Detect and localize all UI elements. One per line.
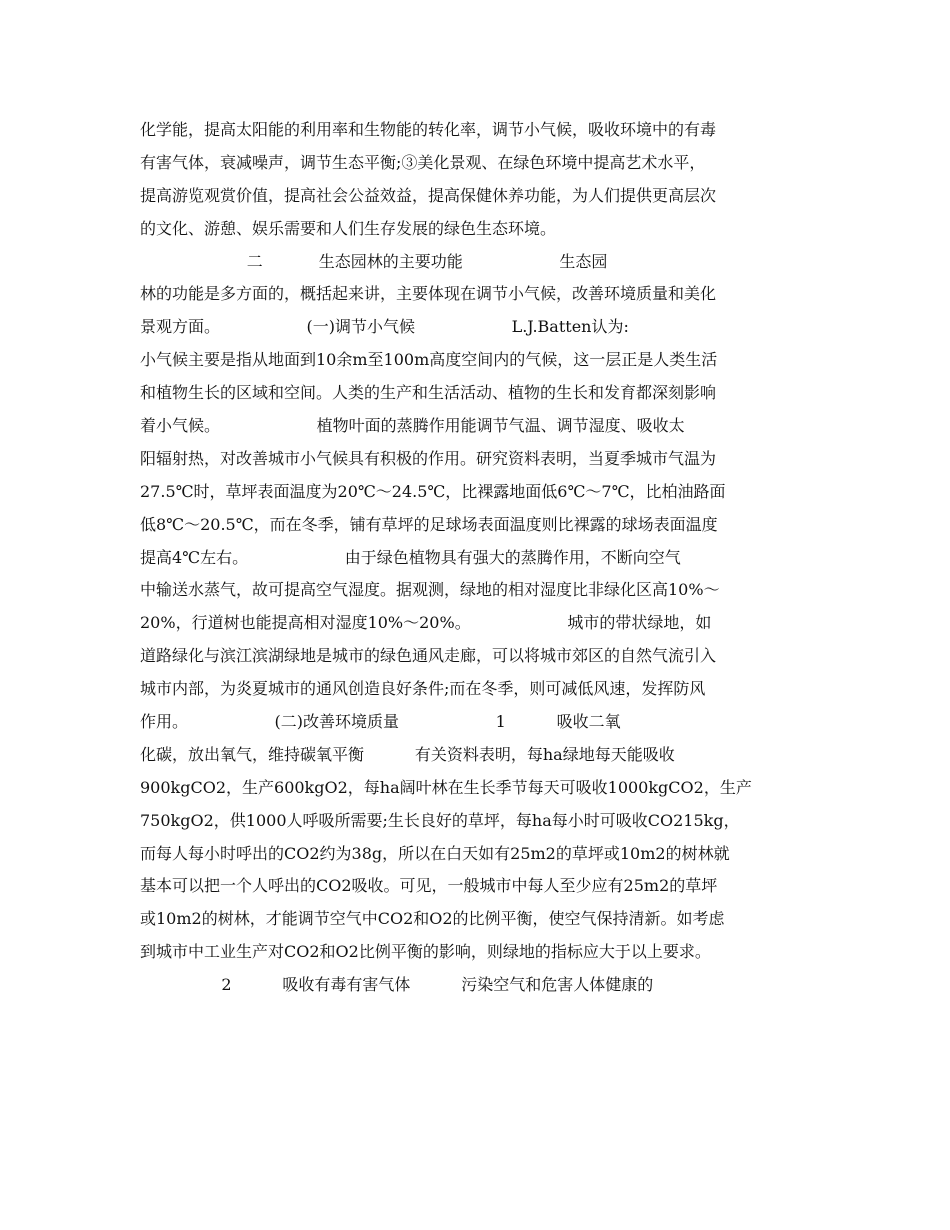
- document-body: [140, 114, 812, 1002]
- subsection-heading-line: 作用。 (二)改善环境质量 1 吸收二氧: [140, 712, 621, 732]
- text-line: 到城市中工业生产对CO2和O2比例平衡的影响，则绿地的指标应大于以上要求。: [140, 942, 711, 962]
- text-line: 阳辐射热，对改善城市小气候具有积极的作用。研究资料表明，当夏季城市气温为: [140, 448, 717, 468]
- text-line: 20%，行道树也能提高相对湿度10%～20%。 城市的带状绿地，如: [140, 613, 712, 633]
- text-line: 道路绿化与滨江滨湖绿地是城市的绿色通风走廊，可以将城市郊区的自然气流引入: [140, 646, 717, 666]
- text-line: 和植物生长的区域和空间。人类的生产和生活活动、植物的生长和发育都深刻影响: [140, 383, 717, 403]
- text-line: 化碳，放出氧气，维持碳氧平衡 有关资料表明，每ha绿地每天能吸收: [140, 744, 675, 764]
- section-heading-line: 二 生态园林的主要功能 生态园: [140, 251, 608, 271]
- text-line: 低8℃～20.5℃，而在冬季，铺有草坪的足球场表面温度则比裸露的球场表面温度: [140, 514, 718, 534]
- text-line: 着小气候。 植物叶面的蒸腾作用能调节气温、调节湿度、吸收太: [140, 416, 685, 436]
- text-line: 27.5℃时，草坪表面温度为20℃～24.5℃，比裸露地面低6℃～7℃，比柏油路面: [140, 481, 726, 501]
- text-line: 或10m2的树林，才能调节空气中CO2和O2的比例平衡，使空气保持清新。如考虑: [140, 909, 725, 929]
- text-line: 提高游览观赏价值，提高社会公益效益，提高保健休养功能，为人们提供更高层次: [140, 185, 717, 205]
- text-line: 中输送水蒸气，故可提高空气湿度。据观测，绿地的相对湿度比非绿化区高10%～: [140, 580, 720, 600]
- text-line: 城市内部，为炎夏城市的通风创造良好条件;而在冬季，则可减低风速，发挥防风: [140, 679, 706, 699]
- subsection-heading-line: 2 吸收有毒有害气体 污染空气和危害人体健康的: [140, 975, 654, 995]
- text-line: 750kgO2，供1000人呼吸所需要;生长良好的草坪，每ha每小时可吸收CO215kg，: [140, 810, 740, 830]
- text-line: 林的功能是多方面的，概括起来讲，主要体现在调节小气候，改善环境质量和美化: [140, 284, 717, 304]
- text-line: 有害气体，衰减噪声，调节生态平衡;③美化景观、在绿色环境中提高艺术水平，: [140, 152, 706, 172]
- text-line: 的文化、游憩、娱乐需要和人们生存发展的绿色生态环境。: [140, 218, 557, 238]
- text-line: 基本可以把一个人呼出的CO2吸收。可见，一般城市中每人至少应有25m2的草坪: [140, 876, 718, 896]
- text-line: 化学能，提高太阳能的利用率和生物能的转化率，调节小气候，吸收环境中的有毒: [140, 120, 717, 139]
- text-line: 而每人每小时呼出的CO2约为38g，所以在白天如有25m2的草坪或10m2的树林就: [140, 843, 730, 863]
- text-line: 提高4℃左右。 由于绿色植物具有强大的蒸腾作用，不断向空气: [140, 547, 681, 567]
- subsection-heading-line: 景观方面。 (一)调节小气候 L.J.Batten认为:: [140, 317, 629, 337]
- text-line: 900kgCO2，生产600kgO2，每ha阔叶林在生长季节每天可吸收1000kgCO2，生产: [140, 777, 752, 797]
- text-line: 小气候主要是指从地面到10余m至100m高度空间内的气候，这一层正是人类生活: [140, 350, 718, 370]
